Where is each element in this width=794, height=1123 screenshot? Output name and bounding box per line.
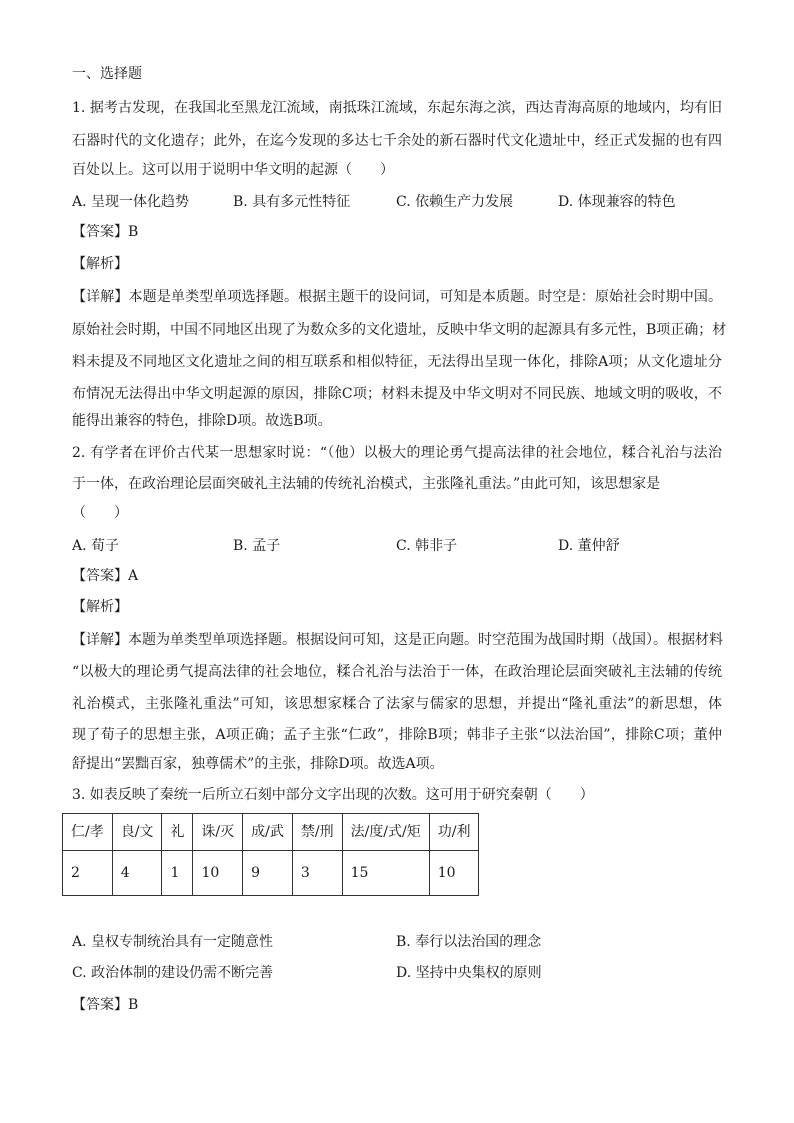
table-row — [63, 851, 479, 896]
q3-count-table — [62, 813, 479, 896]
answer-value: A — [128, 568, 139, 584]
q1-line-1: 1. 据考古发现，在我国北至黑龙江流域，南抵珠江流域，东起东海之滨，西达青海高原的地域内，均有旧 — [72, 100, 722, 116]
q2-line-1: 2. 有学者在评价古代某一思想家时说：“（他）以极大的理论勇气提高法律的社会地位，糅合礼治与法治 — [72, 445, 722, 461]
detail-label: 【详解】 — [72, 632, 128, 648]
table-cell: 3 — [292, 851, 342, 896]
q2-analysis-label: 【解析】 — [72, 599, 128, 615]
q3-answer — [72, 995, 138, 1015]
q2-detail-line-5: 舒提出“罢黜百家，独尊儒术”的主张，排除D项。故选A项。 — [72, 756, 444, 772]
q1-detail-line-3: 料未提及不同地区文化遗址之间的相互联系和相似特征，无法得出呈现一体化，排除A项；从文化遗址分 — [72, 354, 722, 370]
table-cell: 1 — [162, 851, 193, 896]
q2-line-3: （ ） — [72, 505, 128, 521]
q1-option-a: A. 呈现一体化趋势 — [72, 194, 190, 210]
detail-text: 本题为单类型单项选择题。根据设问可知，这是正向题。时空范围为战国时期（战国）。根据材料 — [128, 632, 723, 648]
q2-option-a: A. 荀子 — [72, 538, 120, 554]
answer-label: 【答案】 — [72, 224, 128, 240]
table-header-row — [63, 814, 479, 851]
answer-value: B — [128, 224, 139, 240]
table-header-cell: 禁/刑 — [292, 814, 342, 851]
table-cell: 4 — [112, 851, 162, 896]
detail-label: 【详解】 — [72, 289, 129, 305]
answer-value: B — [128, 997, 139, 1013]
q1-analysis-label: 【解析】 — [72, 256, 128, 272]
q2-option-c: C. 韩非子 — [396, 538, 458, 554]
q1-option-d: D. 体现兼容的特色 — [558, 194, 676, 210]
section-title: 一、选择题 — [72, 66, 142, 82]
table-header-cell: 法/度/式/矩 — [342, 814, 429, 851]
q2-option-d: D. 董仲舒 — [558, 538, 620, 554]
answer-label: 【答案】 — [72, 997, 128, 1013]
q3-option-a: A. 皇权专制统治具有一定随意性 — [72, 934, 274, 950]
q1-line-3: 百处以上。这可以用于说明中华文明的起源（ ） — [72, 162, 394, 178]
table-header-cell: 仁/孝 — [63, 814, 113, 851]
q1-option-b: B. 具有多元性特征 — [233, 194, 351, 210]
q2-answer — [72, 566, 138, 586]
q2-detail-line-3: 礼治模式，主张隆礼重法”可知，该思想家糅合了法家与儒家的思想，并提出“隆礼重法”的新思想，体 — [72, 696, 722, 712]
q1-answer — [72, 222, 138, 242]
table-header-cell: 礼 — [162, 814, 193, 851]
table-cell: 10 — [193, 851, 243, 896]
q1-detail-line-4: 布情况无法得出中华文明起源的原因，排除C项；材料未提及中华文明对不同民族、地域文明的吸收，不 — [72, 386, 722, 402]
table-cell: 2 — [63, 851, 113, 896]
table-cell: 9 — [243, 851, 293, 896]
q2-detail-line-1 — [72, 630, 722, 650]
q3-option-d: D. 坚持中央集权的原则 — [396, 965, 542, 981]
q3-option-b: B. 奉行以法治国的理念 — [396, 934, 542, 950]
answer-label: 【答案】 — [72, 568, 128, 584]
detail-text: 本题是单类型单项选择题。根据主题干的设问词，可知是本质题。时空是：原始社会时期中国。 — [128, 289, 723, 305]
table-cell: 10 — [429, 851, 479, 896]
q2-detail-line-4: 现了荀子的思想主张，A项正确；孟子主张“仁政”，排除B项；韩非子主张“以法治国”，排除C项；董仲 — [72, 727, 722, 743]
q2-line-2: 于一体，在政治理论层面突破礼主法辅的传统礼治模式，主张隆礼重法。”由此可知，该思想家是 — [72, 476, 661, 492]
q3-line-1: 3. 如表反映了秦统一后所立石刻中部分文字出现的次数。这可用于研究秦朝（ ） — [72, 787, 594, 803]
table-header-cell: 成/武 — [243, 814, 293, 851]
q2-detail-line-2: “以极大的理论勇气提高法律的社会地位，糅合礼治与法治于一体，在政治理论层面突破礼主法辅的传统 — [72, 664, 722, 680]
q1-detail-line-2: 原始社会时期，中国不同地区出现了为数众多的文化遗址，反映中华文明的起源具有多元性，B项正确；材 — [72, 322, 727, 338]
q1-detail-line-5: 能得出兼容的特色，排除D项。故选B项。 — [72, 413, 332, 429]
table-header-cell: 诛/灭 — [193, 814, 243, 851]
q1-line-2: 石器时代的文化遗存；此外，在迄今发现的多达七千余处的新石器时代文化遗址中，经正式发掘的也有四 — [72, 133, 722, 149]
table-cell: 15 — [342, 851, 429, 896]
q3-option-c: C. 政治体制的建设仍需不断完善 — [72, 965, 274, 981]
table-header-cell: 良/文 — [112, 814, 162, 851]
table-header-cell: 功/利 — [429, 814, 479, 851]
q1-option-c: C. 依赖生产力发展 — [396, 194, 514, 210]
q1-detail-line-1 — [72, 287, 722, 307]
q2-option-b: B. 孟子 — [233, 538, 281, 554]
